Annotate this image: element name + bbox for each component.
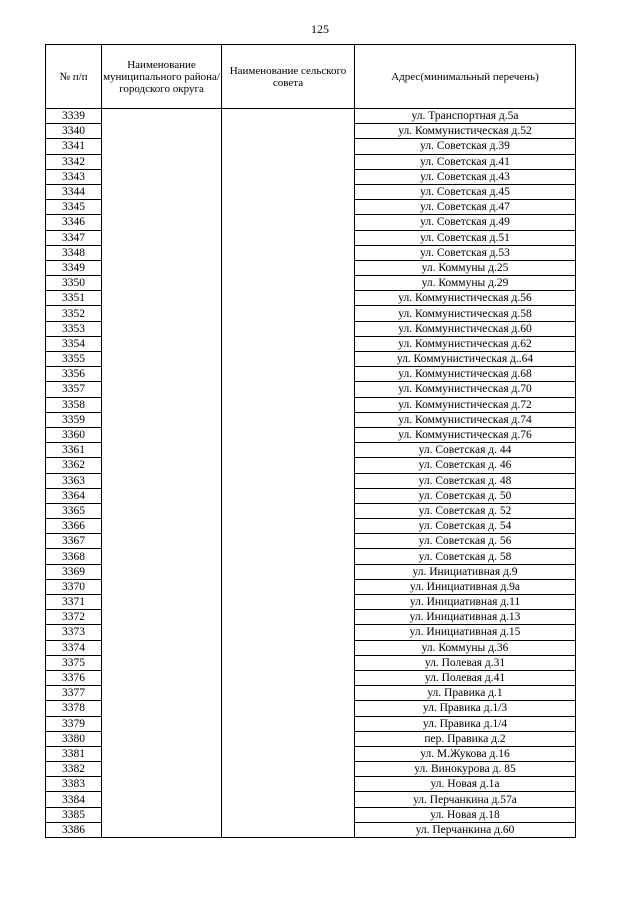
- row-number: 3347: [46, 230, 102, 245]
- row-address: ул. Советская д. 54: [355, 519, 576, 534]
- row-address: ул. Полевая д.31: [355, 655, 576, 670]
- row-number: 3368: [46, 549, 102, 564]
- row-number: 3376: [46, 670, 102, 685]
- row-number: 3358: [46, 397, 102, 412]
- row-number: 3363: [46, 473, 102, 488]
- row-address: ул. Инициативная д.15: [355, 625, 576, 640]
- page-number: 125: [311, 22, 329, 36]
- row-address: ул. М.Жукова д.16: [355, 746, 576, 761]
- row-number: 3352: [46, 306, 102, 321]
- municipal-district-cell: [102, 109, 222, 838]
- row-number: 3378: [46, 701, 102, 716]
- row-number: 3349: [46, 260, 102, 275]
- row-number: 3369: [46, 564, 102, 579]
- row-address: пер. Правика д.2: [355, 731, 576, 746]
- row-address: ул. Советская д. 48: [355, 473, 576, 488]
- row-address: ул. Советская д. 52: [355, 503, 576, 518]
- row-number: 3341: [46, 139, 102, 154]
- row-number: 3355: [46, 352, 102, 367]
- row-address: ул. Правика д.1/3: [355, 701, 576, 716]
- row-address: ул. Новая д.18: [355, 807, 576, 822]
- row-address: ул. Советская д.47: [355, 200, 576, 215]
- row-number: 3367: [46, 534, 102, 549]
- row-address: ул. Инициативная д.9: [355, 564, 576, 579]
- row-address: ул. Винокурова д. 85: [355, 762, 576, 777]
- row-address: ул. Перчанкина д.60: [355, 822, 576, 837]
- row-address: ул. Советская д.41: [355, 154, 576, 169]
- row-address: ул. Коммунистическая д.76: [355, 427, 576, 442]
- table-row: [46, 109, 576, 124]
- table-body: [46, 109, 576, 838]
- row-number: 3366: [46, 519, 102, 534]
- header-address: Адрес(минимальный перечень): [355, 45, 576, 109]
- row-number: 3364: [46, 488, 102, 503]
- row-address: ул. Коммуны д.29: [355, 276, 576, 291]
- row-number: 3371: [46, 595, 102, 610]
- row-address: ул. Советская д.49: [355, 215, 576, 230]
- row-address: ул. Советская д. 50: [355, 488, 576, 503]
- row-number: 3379: [46, 716, 102, 731]
- row-address: ул. Транспортная д.5а: [355, 109, 576, 124]
- row-address: ул. Инициативная д.11: [355, 595, 576, 610]
- row-address: ул. Коммунистическая д.58: [355, 306, 576, 321]
- row-number: 3339: [46, 109, 102, 124]
- row-number: 3382: [46, 762, 102, 777]
- row-number: 3374: [46, 640, 102, 655]
- row-address: ул. Коммунистическая д.52: [355, 124, 576, 139]
- row-number: 3357: [46, 382, 102, 397]
- header-village-council: Наименование сельского совета: [222, 45, 355, 109]
- row-address: ул. Коммунистическая д.60: [355, 321, 576, 336]
- row-address: ул. Правика д.1: [355, 686, 576, 701]
- row-number: 3346: [46, 215, 102, 230]
- row-number: 3345: [46, 200, 102, 215]
- row-address: ул. Правика д.1/4: [355, 716, 576, 731]
- row-number: 3365: [46, 503, 102, 518]
- row-address: ул. Инициативная д.13: [355, 610, 576, 625]
- row-address: ул. Коммунистическая д.70: [355, 382, 576, 397]
- row-number: 3343: [46, 169, 102, 184]
- row-number: 3380: [46, 731, 102, 746]
- row-number: 3360: [46, 427, 102, 442]
- row-address: ул. Коммунистическая д..64: [355, 352, 576, 367]
- row-address: ул. Советская д.45: [355, 184, 576, 199]
- row-number: 3351: [46, 291, 102, 306]
- row-number: 3383: [46, 777, 102, 792]
- row-address: ул. Полевая д.41: [355, 670, 576, 685]
- row-address: ул. Советская д. 44: [355, 443, 576, 458]
- row-address: ул. Советская д.43: [355, 169, 576, 184]
- row-number: 3359: [46, 412, 102, 427]
- row-number: 3372: [46, 610, 102, 625]
- row-address: ул. Советская д. 58: [355, 549, 576, 564]
- header-municipal-district: Наименование муниципального района/ городского округа: [102, 45, 222, 109]
- row-number: 3344: [46, 184, 102, 199]
- table-header-row: [46, 45, 576, 109]
- row-number: 3385: [46, 807, 102, 822]
- row-address: ул. Коммуны д.36: [355, 640, 576, 655]
- row-number: 3348: [46, 245, 102, 260]
- row-address: ул. Коммунистическая д.74: [355, 412, 576, 427]
- row-address: ул. Коммунистическая д.68: [355, 367, 576, 382]
- row-address: ул. Перчанкина д.57а: [355, 792, 576, 807]
- row-number: 3362: [46, 458, 102, 473]
- row-address: ул. Коммунистическая д.62: [355, 336, 576, 351]
- header-number: № п/п: [46, 45, 102, 109]
- row-address: ул. Советская д. 56: [355, 534, 576, 549]
- row-number: 3340: [46, 124, 102, 139]
- row-address: ул. Инициативная д.9а: [355, 579, 576, 594]
- row-number: 3373: [46, 625, 102, 640]
- row-address: ул. Коммунистическая д.72: [355, 397, 576, 412]
- row-number: 3377: [46, 686, 102, 701]
- row-number: 3354: [46, 336, 102, 351]
- row-number: 3353: [46, 321, 102, 336]
- row-number: 3375: [46, 655, 102, 670]
- row-address: ул. Коммунистическая д.56: [355, 291, 576, 306]
- row-number: 3386: [46, 822, 102, 837]
- row-number: 3384: [46, 792, 102, 807]
- address-table: [45, 44, 576, 838]
- row-address: ул. Новая д.1а: [355, 777, 576, 792]
- row-address: ул. Советская д. 46: [355, 458, 576, 473]
- row-address: ул. Коммуны д.25: [355, 260, 576, 275]
- row-address: ул. Советская д.53: [355, 245, 576, 260]
- row-number: 3361: [46, 443, 102, 458]
- row-number: 3342: [46, 154, 102, 169]
- row-number: 3350: [46, 276, 102, 291]
- row-number: 3381: [46, 746, 102, 761]
- row-number: 3356: [46, 367, 102, 382]
- row-number: 3370: [46, 579, 102, 594]
- row-address: ул. Советская д.39: [355, 139, 576, 154]
- village-council-cell: [222, 109, 355, 838]
- row-address: ул. Советская д.51: [355, 230, 576, 245]
